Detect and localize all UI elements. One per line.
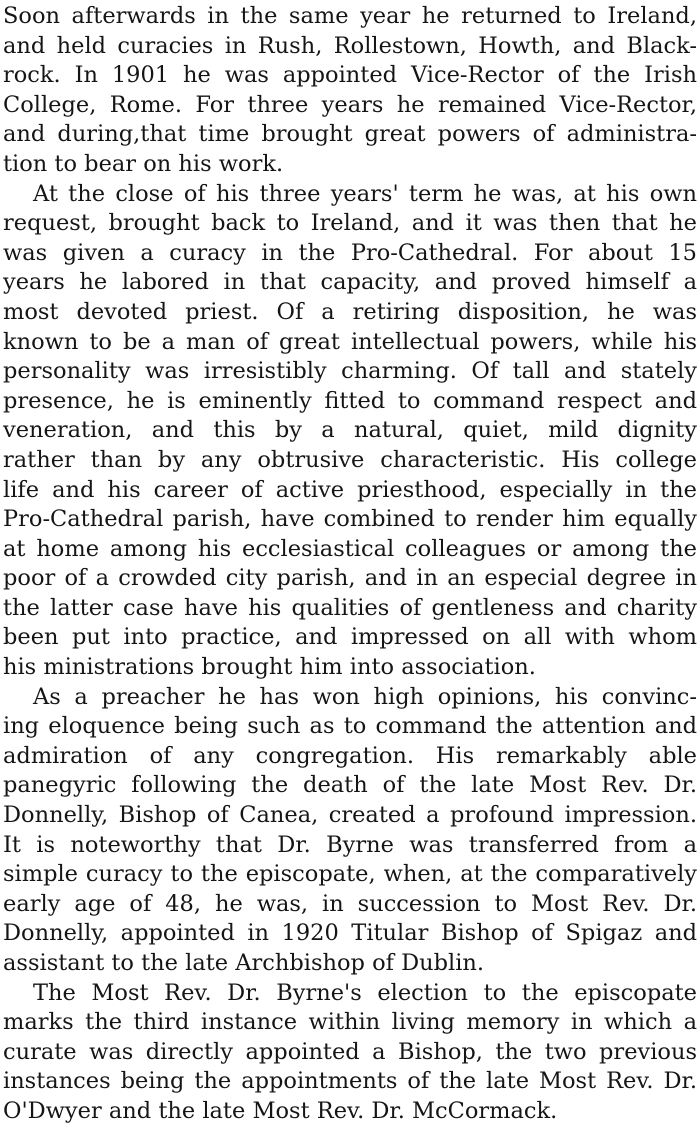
text-line: admiration of any congregation. His remarkably able [3, 742, 697, 769]
text-line: years he labored in that capacity, and proved himself a [3, 269, 697, 296]
text-line: Pro-Cathedral parish, have combined to render him equally [3, 506, 697, 533]
text-line: rock. In 1901 he was appointed Vice-Rector of the Irish [3, 62, 697, 89]
text-line: ing eloquence being such as to command the attention and [3, 713, 697, 740]
paragraph-4 [3, 979, 697, 1127]
text-line: his ministrations brought him into association. [3, 654, 536, 681]
text-line: At the close of his three years' term he was, at his own [33, 180, 697, 207]
text-line: early age of 48, he was, in succession to Most Rev. Dr. [3, 890, 697, 917]
text-line: presence, he is eminently fitted to command respect and [3, 387, 697, 414]
text-line: and during,that time brought great powers of administra- [3, 121, 697, 148]
text-line: Soon afterwards in the same year he returned to Ireland, [3, 3, 697, 29]
text-line: veneration, and this by a natural, quiet, mild dignity [3, 417, 697, 444]
text-line: rather than by any obtrusive characteristic. His college [3, 446, 697, 473]
text-line: and held curacies in Rush, Rollestown, Howth, and Black- [3, 32, 697, 59]
text-line: O'Dwyer and the late Most Rev. Dr. McCormack. [3, 1097, 558, 1124]
paragraph-1 [3, 2, 697, 180]
text-line: request, brought back to Ireland, and it was then that he [3, 210, 697, 237]
text-line: was given a curacy in the Pro-Cathedral. For about 15 [3, 239, 697, 266]
text-line: known to be a man of great intellectual powers, while his [3, 328, 697, 355]
paragraph-2 [3, 180, 697, 683]
text-line: It is noteworthy that Dr. Byrne was transferred from a [3, 831, 697, 858]
text-line: College, Rome. For three years he remained Vice-Rector, [3, 91, 697, 118]
scanned-page [3, 2, 697, 1127]
text-line: personality was irresistibly charming. Of tall and stately [3, 358, 697, 385]
text-line: marks the third instance within living memory in which a [3, 1009, 697, 1036]
text-line: been put into practice, and impressed on all with whom [3, 624, 697, 651]
text-line: curate was directly appointed a Bishop, the two previous [3, 1038, 697, 1065]
text-line: instances being the appointments of the late Most Rev. Dr. [3, 1068, 697, 1095]
text-line: assistant to the late Archbishop of Dublin. [3, 950, 485, 976]
paragraph-3 [3, 683, 697, 979]
text-line: Donnelly, Bishop of Canea, created a profound impression. [3, 802, 697, 829]
text-line: most devoted priest. Of a retiring disposition, he was [3, 298, 697, 325]
text-line: Donnelly, appointed in 1920 Titular Bishop of Spigaz and [3, 920, 697, 947]
text-line: As a preacher he has won high opinions, his convinc- [33, 683, 697, 710]
text-line: poor of a crowded city parish, and in an especial degree in [3, 565, 697, 592]
text-line: the latter case have his qualities of gentleness and charity [3, 594, 697, 621]
text-line: life and his career of active priesthood, especially in the [3, 476, 697, 503]
text-line: tion to bear on his work. [3, 150, 284, 177]
text-line: The Most Rev. Dr. Byrne's election to the episcopate [33, 979, 697, 1006]
text-line: panegyric following the death of the late Most Rev. Dr. [3, 772, 697, 799]
text-line: at home among his ecclesiastical colleagues or among the [3, 535, 697, 562]
text-line: simple curacy to the episcopate, when, at the comparatively [3, 861, 697, 888]
